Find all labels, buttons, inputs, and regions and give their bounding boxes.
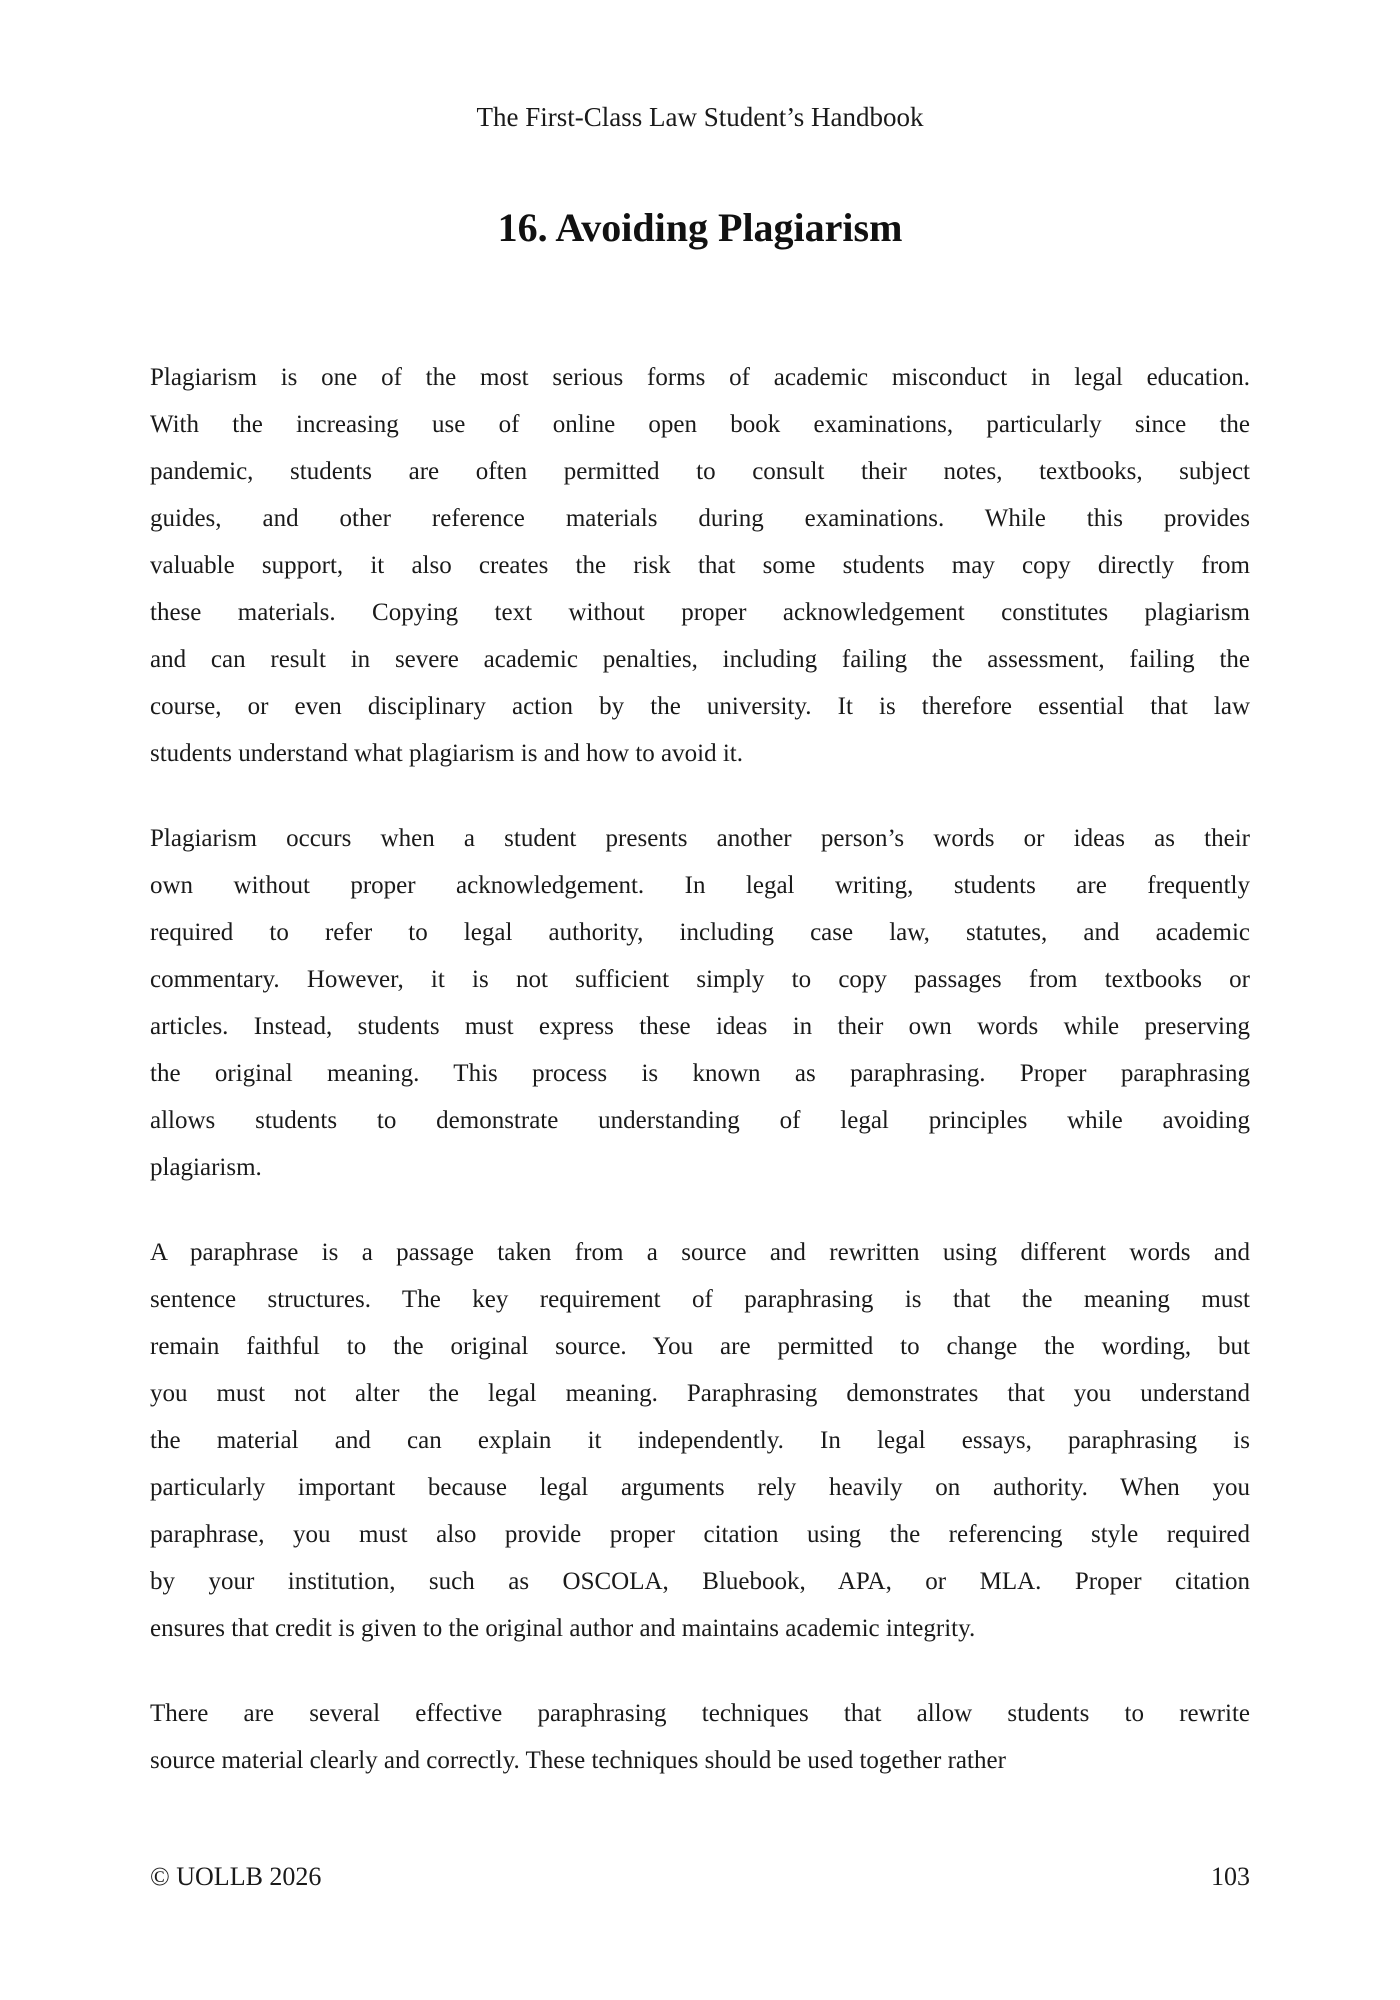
text-line: With the increasing use of online open book examinations, particularly since the: [150, 411, 1250, 438]
text-line: and can result in severe academic penalties, including failing the assessment, failing the: [150, 646, 1250, 673]
running-header: The First-Class Law Student’s Handbook: [476, 102, 924, 132]
text-line: the original meaning. This process is known as paraphrasing. Proper paraphrasing: [150, 1060, 1250, 1087]
text-line: Plagiarism occurs when a student presents another person’s words or ideas as their: [150, 825, 1250, 852]
text-line: Plagiarism is one of the most serious forms of academic misconduct in legal education.: [150, 364, 1250, 391]
page-footer: [150, 1853, 1250, 1900]
text-line: these materials. Copying text without proper acknowledgement constitutes plagiarism: [150, 599, 1250, 626]
text-line: commentary. However, it is not sufficient simply to copy passages from textbooks or: [150, 966, 1250, 993]
copyright-notice: © UOLLB 2026: [150, 1862, 322, 1891]
text-line: required to refer to legal authority, including case law, statutes, and academic: [150, 919, 1250, 946]
paragraph: [150, 1229, 1250, 1652]
text-line: students understand what plagiarism is and how to avoid it.: [150, 740, 743, 767]
text-line: own without proper acknowledgement. In legal writing, students are frequently: [150, 872, 1250, 899]
text-line: articles. Instead, students must express these ideas in their own words while preserving: [150, 1013, 1250, 1040]
paragraph: [150, 1690, 1250, 1784]
text-line: sentence structures. The key requirement of paraphrasing is that the meaning must: [150, 1286, 1250, 1313]
text-line: plagiarism.: [150, 1154, 262, 1181]
text-line: ensures that credit is given to the original author and maintains academic integrity.: [150, 1615, 976, 1642]
text-line: by your institution, such as OSCOLA, Bluebook, APA, or MLA. Proper citation: [150, 1568, 1250, 1595]
text-line: There are several effective paraphrasing techniques that allow students to rewrite: [150, 1700, 1250, 1727]
paragraph: [150, 815, 1250, 1191]
text-line: the material and can explain it independently. In legal essays, paraphrasing is: [150, 1427, 1250, 1454]
chapter-title: 16. Avoiding Plagiarism: [497, 205, 903, 250]
paragraph: [150, 354, 1250, 777]
text-line: allows students to demonstrate understanding of legal principles while avoiding: [150, 1107, 1250, 1134]
text-line: pandemic, students are often permitted to consult their notes, textbooks, subject: [150, 458, 1250, 485]
text-line: source material clearly and correctly. These techniques should be used together rather: [150, 1747, 1006, 1774]
text-line: particularly important because legal arguments rely heavily on authority. When you: [150, 1474, 1250, 1501]
text-line: guides, and other reference materials during examinations. While this provides: [150, 505, 1250, 532]
body-text: [150, 354, 1250, 1822]
text-line: course, or even disciplinary action by the university. It is therefore essential that law: [150, 693, 1250, 720]
page-number: 103: [1211, 1862, 1250, 1891]
text-line: remain faithful to the original source. You are permitted to change the wording, but: [150, 1333, 1250, 1360]
text-line: paraphrase, you must also provide proper citation using the referencing style required: [150, 1521, 1250, 1548]
text-line: A paraphrase is a passage taken from a source and rewritten using different words and: [150, 1239, 1250, 1266]
text-line: you must not alter the legal meaning. Paraphrasing demonstrates that you understand: [150, 1380, 1250, 1407]
text-line: valuable support, it also creates the risk that some students may copy directly from: [150, 552, 1250, 579]
